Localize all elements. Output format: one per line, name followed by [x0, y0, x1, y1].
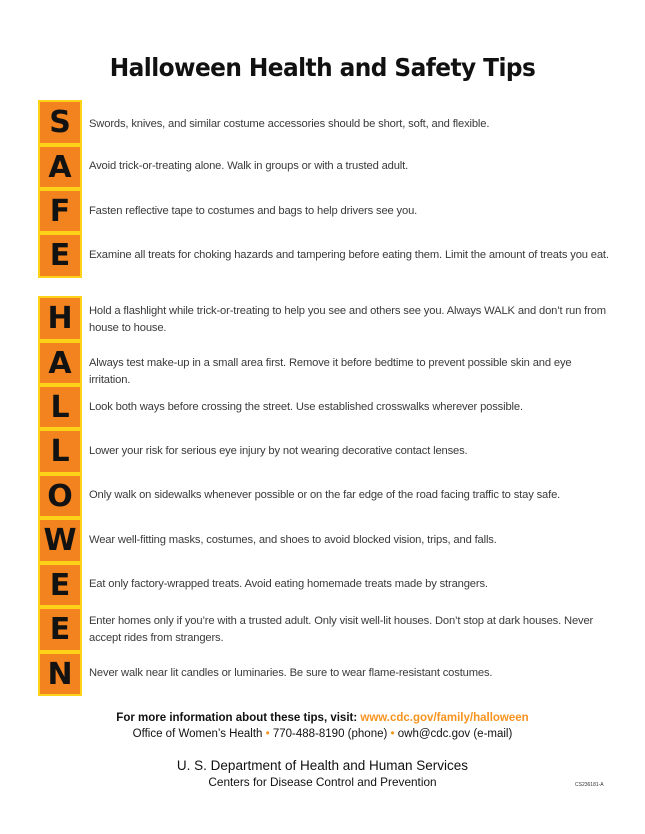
- halloween-tip: Never walk near lit candles or luminaries. Be sure to wear flame-resistant costumes.: [89, 667, 493, 679]
- halloween-tip: Wear well-fitting masks, costumes, and shoes to avoid blocked vision, trips, and falls.: [89, 534, 497, 546]
- agency-name: Centers for Disease Control and Prevention: [208, 775, 437, 789]
- safe-tip: Fasten reflective tape to costumes and bags to help drivers see you.: [89, 205, 418, 217]
- halloween-letter-tile: H: [38, 296, 82, 341]
- halloween-tip: Lower your risk for serious eye injury by not wearing decorative contact lenses.: [89, 445, 468, 457]
- halloween-letter-tile: E: [38, 607, 82, 652]
- safe-tip: Avoid trick-or-treating alone. Walk in groups or with a trusted adult.: [89, 160, 409, 172]
- department-name: U. S. Department of Health and Human Services: [176, 758, 469, 773]
- more-info-label: For more information about these tips, visit:: [116, 712, 358, 724]
- safe-letter-tile: E: [38, 233, 82, 278]
- more-info-link[interactable]: www.cdc.gov/family/halloween: [360, 712, 529, 724]
- halloween-letter-tile: W: [38, 518, 82, 563]
- halloween-tip: Only walk on sidewalks whenever possible or on the far edge of the road facing traffic to stay safe.: [89, 489, 561, 501]
- halloween-letter-tile: O: [38, 474, 82, 518]
- document-code: CS236181-A: [575, 782, 604, 788]
- halloween-tip: Enter homes only if you’re with a trusted adult. Only visit well-lit houses. Don’t stop at dark houses. Never accept rides from strangers.: [89, 615, 594, 644]
- halloween-letter-tile: A: [38, 341, 82, 385]
- safe-letter-tile: A: [38, 145, 82, 189]
- email-address[interactable]: owh@cdc.gov (e-mail): [397, 728, 513, 740]
- safe-tip: Examine all treats for choking hazards and tampering before eating them. Limit the amount of treats you eat.: [89, 249, 609, 261]
- phone-number: 770-488-8190 (phone): [272, 728, 388, 740]
- more-info-line: [0, 712, 645, 724]
- halloween-tip: Always test make-up in a small area first. Remove it before bedtime to prevent possible skin and eye irritation.: [89, 357, 572, 386]
- halloween-letter-tile: E: [38, 563, 82, 607]
- separator-dot: •: [390, 728, 395, 740]
- separator-dot: •: [265, 728, 270, 740]
- contact-line: [0, 728, 645, 740]
- halloween-tip: Look both ways before crossing the street. Use established crosswalks wherever possible.: [89, 401, 523, 413]
- safe-tip: Swords, knives, and similar costume accessories should be short, soft, and flexible.: [89, 118, 490, 130]
- halloween-letter-tile: L: [38, 385, 82, 429]
- halloween-letter-tile: L: [38, 429, 82, 474]
- safe-letter-tile: S: [38, 100, 82, 145]
- halloween-tip: Hold a flashlight while trick-or-treating to help you see and others see you. Always WALK and don’t run from house to house.: [89, 305, 606, 334]
- page-title: Halloween Health and Safety Tips: [109, 53, 536, 82]
- halloween-tip: Eat only factory-wrapped treats. Avoid eating homemade treats made by strangers.: [89, 578, 488, 590]
- safe-letter-tile: F: [38, 189, 82, 233]
- halloween-letter-tile: N: [38, 652, 82, 696]
- office-name: Office of Women’s Health: [132, 728, 263, 740]
